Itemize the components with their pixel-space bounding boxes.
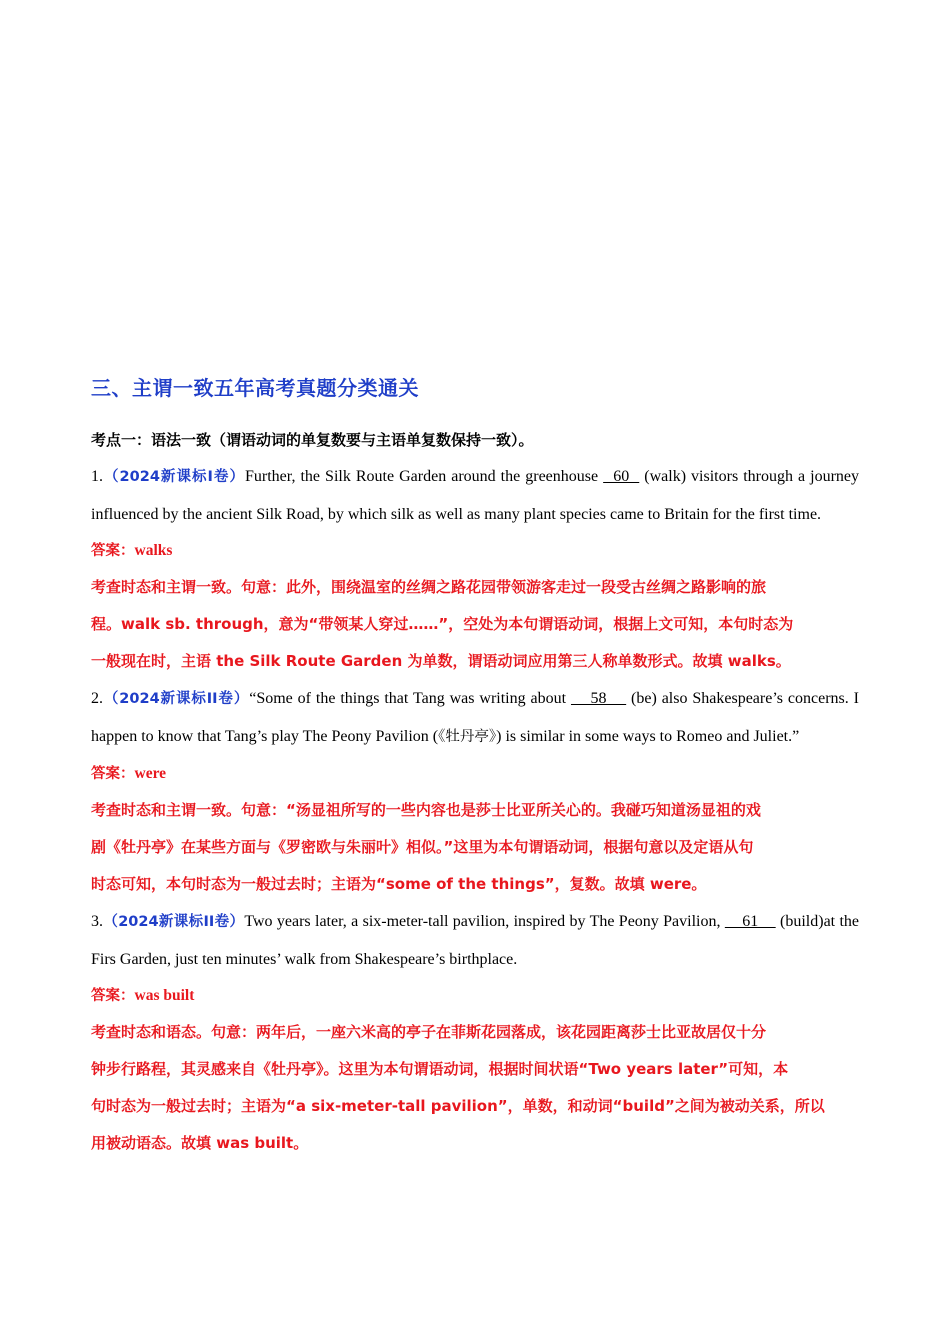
question-1 bbox=[91, 458, 859, 533]
answer-1 bbox=[91, 533, 859, 569]
answer-blank: 58 bbox=[570, 690, 627, 707]
question-2 bbox=[91, 680, 859, 756]
question-text: (walk) visitors through a journey influenced by the ancient Silk Road, by which silk as well as many plant species came to Britain for the first time. bbox=[91, 468, 860, 523]
document-body bbox=[91, 422, 859, 1162]
answer-blank: 60 bbox=[603, 468, 640, 485]
section-title: 三、主谓一致五年高考真题分类通关 bbox=[91, 376, 419, 400]
question-number: 3. bbox=[91, 913, 103, 930]
answer-2 bbox=[91, 756, 859, 792]
explanation-line: 剧《牡丹亭》在某些方面与《罗密欧与朱丽叶》相似。”这里为本句谓语动词，根据句意以及定语从句 bbox=[91, 838, 754, 856]
question-3 bbox=[91, 903, 859, 978]
explanation-line: 句时态为一般过去时；主语为“a six-meter-tall pavilion”，单数，和动词“build”之间为被动关系，所以 bbox=[91, 1097, 825, 1115]
answer-value: walks bbox=[134, 542, 173, 559]
question-text: Further, the Silk Route Garden around the greenhouse bbox=[244, 468, 604, 485]
question-text: ) is similar in some ways to Romeo and Juliet.” bbox=[496, 728, 800, 745]
kaodian-heading: 考点一：语法一致（谓语动词的单复数要与主语单复数保持一致）。 bbox=[91, 431, 534, 449]
explanation-line: 考查时态和主谓一致。句意：此外，围绕温室的丝绸之路花园带领游客走过一段受古丝绸之路影响的旅 bbox=[91, 578, 767, 596]
answer-blank: 61 bbox=[724, 913, 776, 930]
explanation-line: 考查时态和主谓一致。句意：“汤显祖所写的一些内容也是莎士比亚所关心的。我碰巧知道汤显祖的戏 bbox=[91, 801, 761, 819]
question-source: （2024新课标I卷） bbox=[103, 469, 245, 485]
question-text: (be) also Shakespeare’s concerns. I happen to know that Tang’s play The Peony Pavilion ( bbox=[91, 690, 859, 745]
question-number: 1. bbox=[91, 468, 103, 485]
answer-label: 答案： bbox=[91, 543, 135, 559]
answer-label: 答案： bbox=[91, 766, 135, 782]
explanation-3 bbox=[91, 1014, 859, 1162]
answer-3 bbox=[91, 978, 859, 1014]
question-text: “Some of the things that Tang was writing about bbox=[249, 690, 571, 707]
explanation-line: 时态可知，本句时态为一般过去时；主语为“some of the things”，复数。故填 were。 bbox=[91, 875, 707, 893]
question-source: （2024新课标II卷） bbox=[103, 691, 250, 707]
chinese-title: 《牡丹亭》 bbox=[438, 729, 497, 745]
answer-label: 答案： bbox=[91, 988, 135, 1004]
explanation-line: 用被动语态。故填 was built。 bbox=[91, 1134, 309, 1152]
explanation-line: 钟步行路程，其灵感来自《牡丹亭》。这里为本句谓语动词，根据时间状语“Two years later”可知，本 bbox=[91, 1060, 789, 1078]
question-number: 2. bbox=[91, 690, 103, 707]
explanation-2 bbox=[91, 792, 859, 903]
answer-value: was built bbox=[134, 987, 195, 1004]
explanation-line: 程。walk sb. through，意为“带领某人穿过……”，空处为本句谓语动词，根据上文可知，本句时态为 bbox=[91, 615, 794, 633]
question-text: Two years later, a six-meter-tall pavilion, inspired by The Peony Pavilion, bbox=[244, 913, 725, 930]
explanation-1 bbox=[91, 569, 859, 680]
explanation-line: 考查时态和语态。句意：两年后，一座六米高的亭子在菲斯花园落成，该花园距离莎士比亚故居仅十分 bbox=[91, 1023, 767, 1041]
explanation-line: 一般现在时，主语 the Silk Route Garden 为单数，谓语动词应用第三人称单数形式。故填 walks。 bbox=[91, 652, 791, 670]
question-text: (build)at the Firs Garden, just ten minutes’ walk from Shakespeare’s birthplace. bbox=[91, 913, 860, 968]
question-source: （2024新课标II卷） bbox=[103, 914, 245, 930]
answer-value: were bbox=[134, 765, 167, 782]
